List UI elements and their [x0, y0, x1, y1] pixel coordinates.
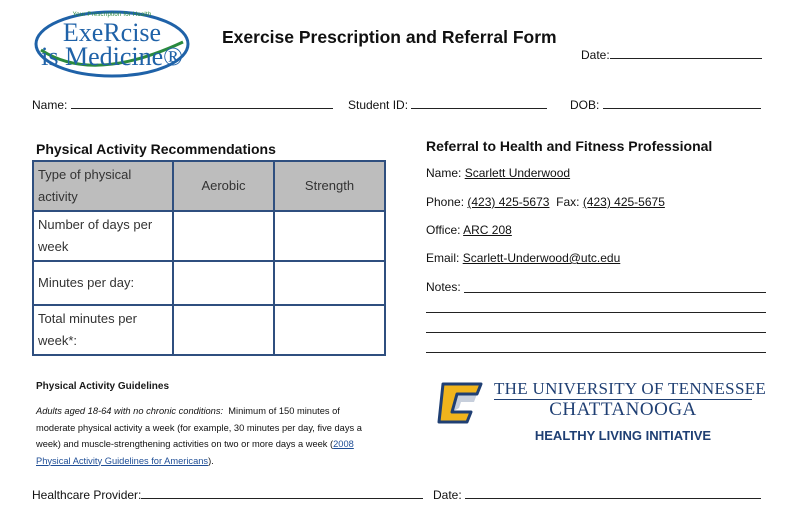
date-label: Date: — [581, 48, 610, 62]
table-row — [33, 261, 385, 305]
footer-date-field[interactable] — [433, 486, 761, 502]
row-label-days: Number of days per week — [33, 211, 173, 261]
university-line2: CHATTANOOGA — [549, 399, 697, 420]
referral-office — [426, 223, 512, 237]
university-line1: THE UNIVERSITY OF TENNESSEE — [494, 379, 767, 398]
cell-minutes-strength[interactable] — [274, 261, 385, 305]
student-id-line[interactable] — [411, 96, 547, 109]
referral-heading: Referral to Health and Fitness Professional — [426, 138, 713, 154]
header-strength: Strength — [274, 161, 385, 211]
notes-line-1[interactable] — [464, 292, 766, 293]
guidelines-intro: Adults aged 18-64 with no chronic conditions: — [36, 406, 224, 416]
referral-phone — [426, 195, 665, 209]
row-label-total: Total minutes per week*: — [33, 305, 173, 355]
utc-c-logo-icon — [437, 380, 487, 426]
exercise-is-medicine-logo — [33, 6, 191, 78]
student-id-field[interactable] — [348, 96, 547, 112]
phone-value[interactable]: (423) 425-5673 — [467, 195, 550, 209]
cell-total-strength[interactable] — [274, 305, 385, 355]
table-header-row — [33, 161, 385, 211]
name-label: Name: — [32, 98, 68, 112]
name-field[interactable] — [32, 96, 333, 112]
footer-date-line[interactable] — [465, 486, 761, 499]
email-label: Email: — [426, 251, 460, 265]
table-row — [33, 305, 385, 355]
office-label: Office: — [426, 223, 461, 237]
notes-label: Notes: — [426, 280, 461, 294]
form-title: Exercise Prescription and Referral Form — [222, 27, 557, 47]
recommendations-table — [32, 160, 386, 356]
row-label-minutes: Minutes per day: — [33, 261, 173, 305]
header-type: Type of physical activity — [33, 161, 173, 211]
phone-label: Phone: — [426, 195, 465, 209]
date-field[interactable] — [581, 46, 762, 62]
guidelines-text — [36, 403, 381, 469]
notes-line-2[interactable] — [426, 312, 766, 313]
logo-line2: is Medicine® — [41, 42, 183, 71]
fax-value[interactable]: (423) 425-5675 — [582, 195, 665, 209]
table-row — [33, 211, 385, 261]
guidelines-heading: Physical Activity Guidelines — [36, 381, 170, 392]
date-line[interactable] — [610, 46, 762, 59]
email-value[interactable]: Scarlett-Underwood@utc.edu — [462, 251, 621, 265]
referral-name — [426, 166, 570, 180]
cell-total-aerobic[interactable] — [173, 305, 274, 355]
footer-date-label: Date: — [433, 488, 462, 502]
fax-label: Fax: — [556, 195, 580, 209]
dob-line[interactable] — [603, 96, 761, 109]
guidelines-link[interactable]: 2008 Physical Activity Guidelines for Americans — [36, 439, 354, 466]
cell-days-strength[interactable] — [274, 211, 385, 261]
healthcare-provider-field[interactable] — [32, 486, 423, 502]
dob-field[interactable] — [570, 96, 761, 112]
recommendations-heading: Physical Activity Recommendations — [36, 141, 276, 157]
provider-line[interactable] — [141, 486, 423, 499]
dob-label: DOB: — [570, 98, 600, 112]
referral-name-label: Name: — [426, 166, 462, 180]
cell-minutes-aerobic[interactable] — [173, 261, 274, 305]
logo-tagline: Your Prescription for Health — [72, 12, 152, 18]
notes-line-3[interactable] — [426, 332, 766, 333]
student-id-label: Student ID: — [348, 98, 409, 112]
referral-email — [426, 251, 620, 265]
referral-name-value: Scarlett Underwood — [464, 166, 571, 180]
header-aerobic: Aerobic — [173, 161, 274, 211]
provider-label: Healthcare Provider: — [32, 488, 142, 502]
cell-days-aerobic[interactable] — [173, 211, 274, 261]
university-line3: HEALTHY LIVING INITIATIVE — [534, 428, 712, 443]
guidelines-closing: ). — [208, 455, 214, 466]
notes-line-4[interactable] — [426, 352, 766, 353]
office-value: ARC 208 — [463, 223, 512, 237]
guidelines-body: Minimum of 150 minutes of moderate physical activity a week (for example, 30 minutes per day, five days a week) and muscle-strengthening activities on two or more days a week ( — [36, 406, 362, 449]
name-line[interactable] — [71, 96, 333, 109]
logo-line1: ExeRcise — [62, 18, 162, 47]
